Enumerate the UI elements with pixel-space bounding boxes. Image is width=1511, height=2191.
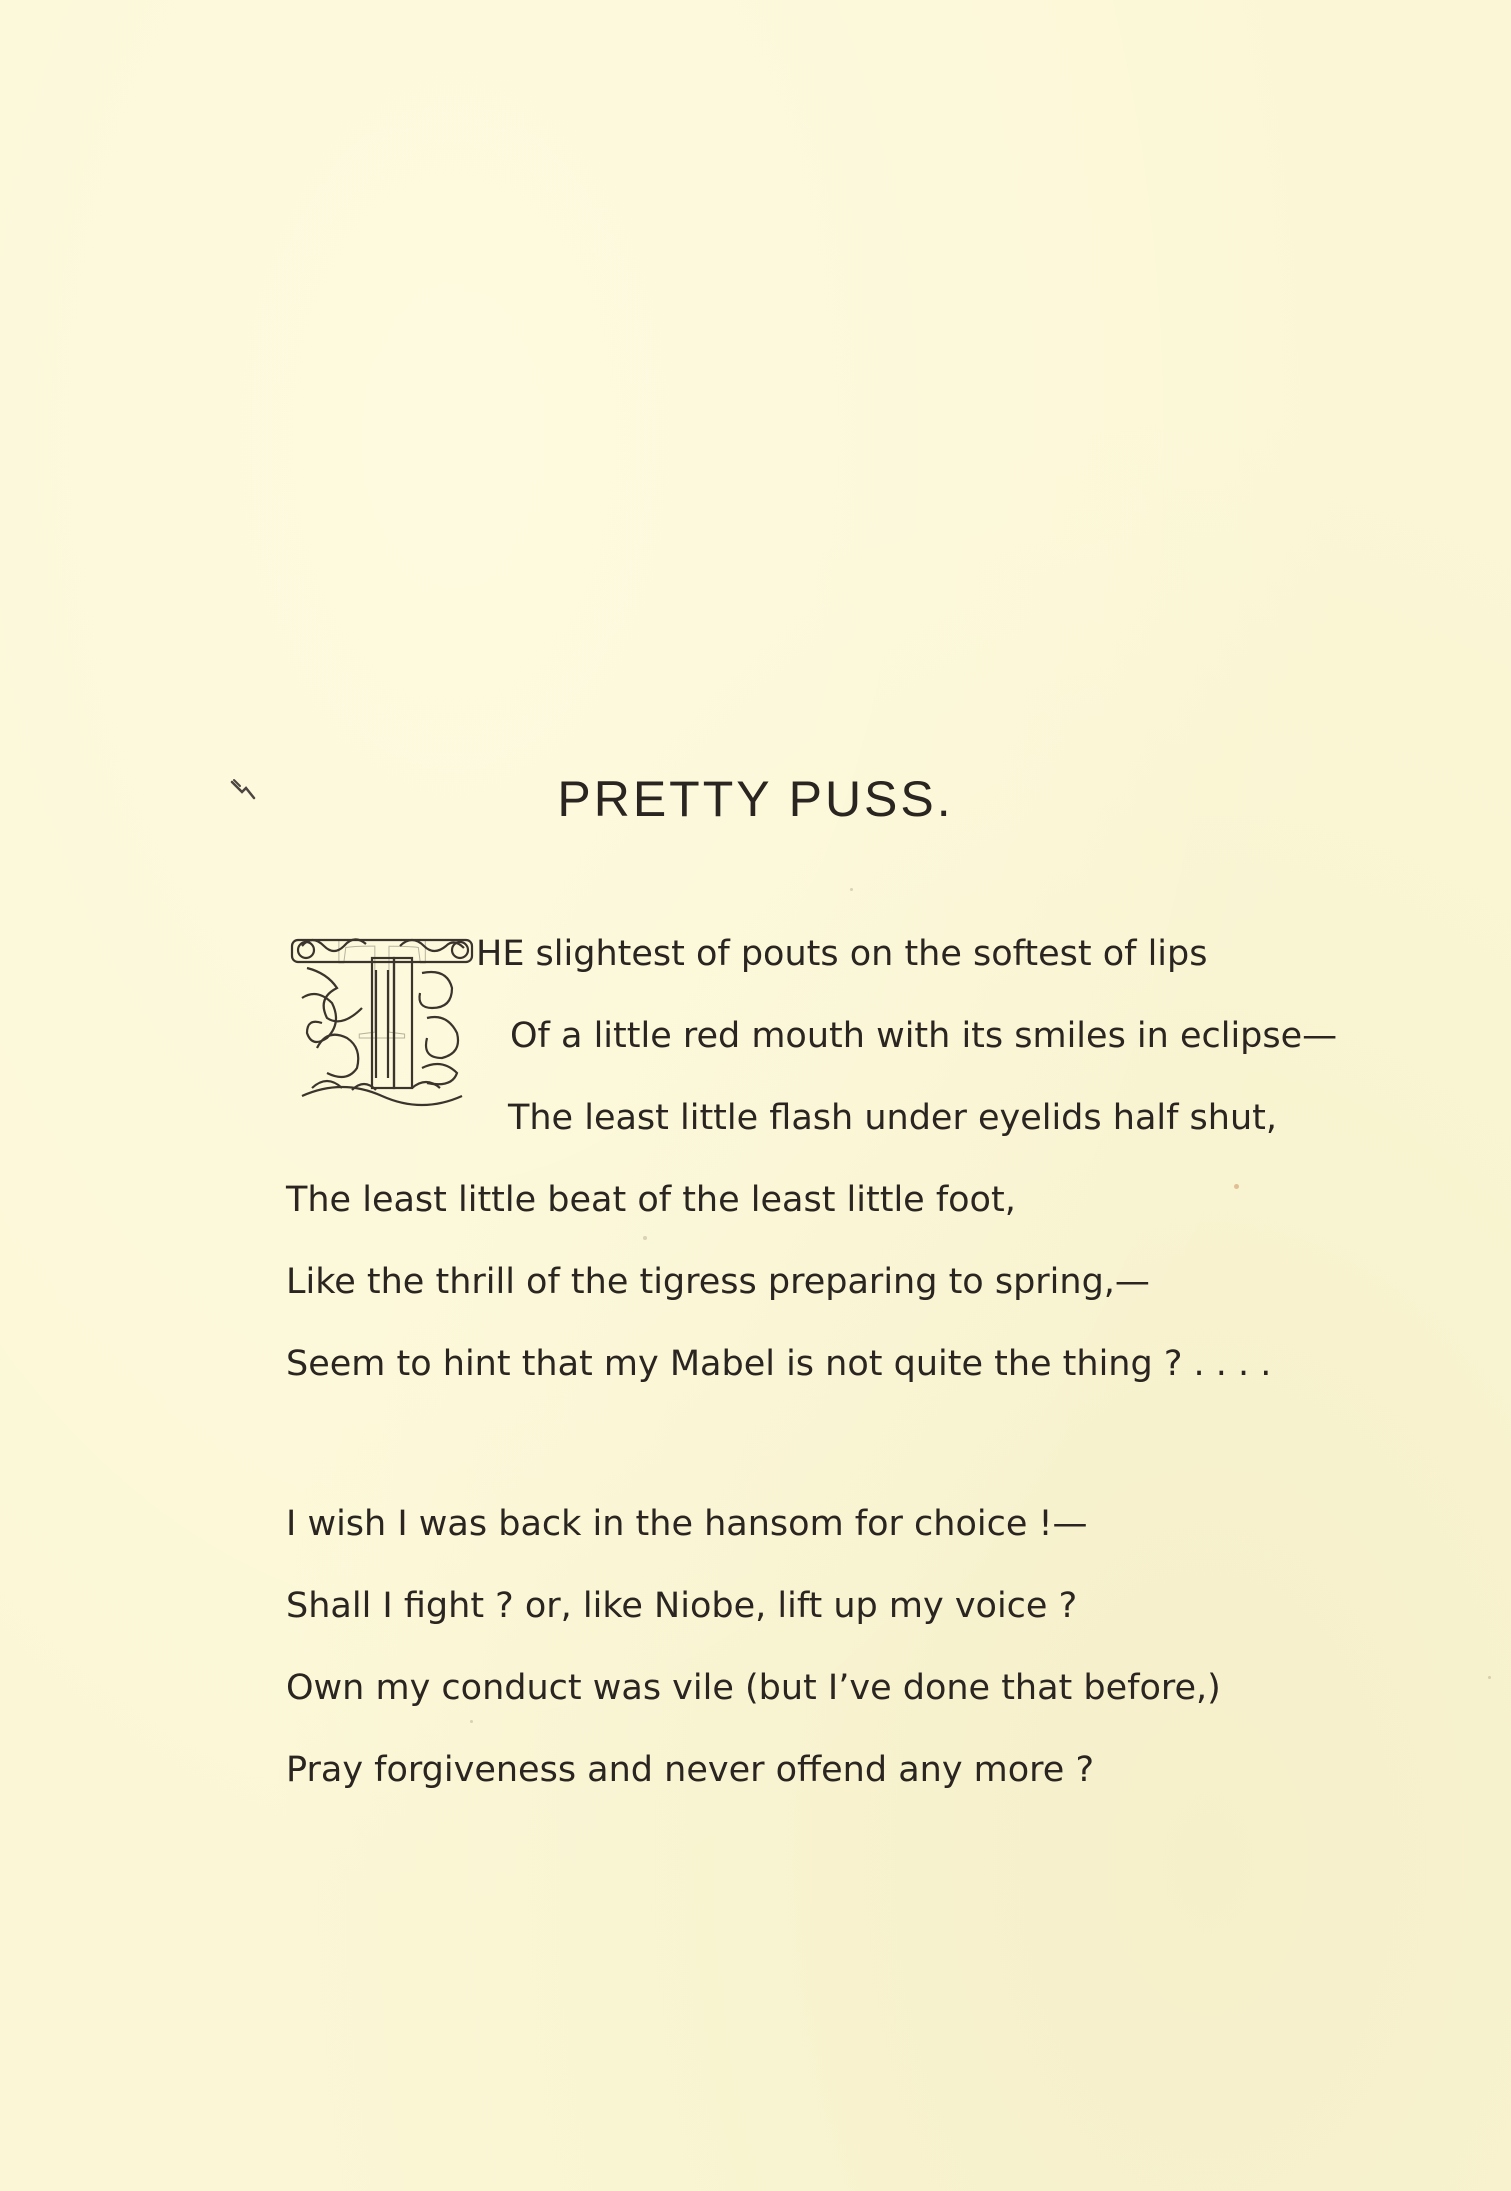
stanza-1-line-3: The least little flash under eyelids half shut, (508, 1098, 1278, 1138)
stanza-2-line-2: Shall I fight ? or, like Niobe, lift up my voice ? (286, 1586, 1078, 1626)
stanza-1-line-1: HE slightest of pouts on the softest of lips (476, 934, 1208, 974)
poem-title: PRETTY PUSS. (557, 771, 954, 827)
stanza-1-line-6: Seem to hint that my Mabel is not quite the thing ? . . . . (286, 1344, 1272, 1384)
stanza-1-line-2: Of a little red mouth with its smiles in eclipse— (510, 1016, 1338, 1056)
stanza-2-line-1: I wish I was back in the hansom for choice !— (286, 1504, 1088, 1544)
stanza-2-line-3: Own my conduct was vile (but I’ve done that before,) (286, 1668, 1221, 1708)
stanza-1-line-5: Like the thrill of the tigress preparing to spring,— (286, 1262, 1150, 1302)
paper-speck (1488, 1676, 1491, 1679)
paper-speck (850, 888, 853, 891)
stanza-2-line-4: Pray forgiveness and never offend any more ? (286, 1750, 1095, 1790)
svg-text:T: T (336, 928, 428, 1071)
ornamental-drop-cap (282, 928, 482, 1118)
paper-speck (643, 1236, 647, 1240)
stanza-1-line-4: The least little beat of the least little foot, (286, 1180, 1016, 1220)
paper-speck (470, 1720, 473, 1723)
paper-speck (1234, 1184, 1239, 1189)
